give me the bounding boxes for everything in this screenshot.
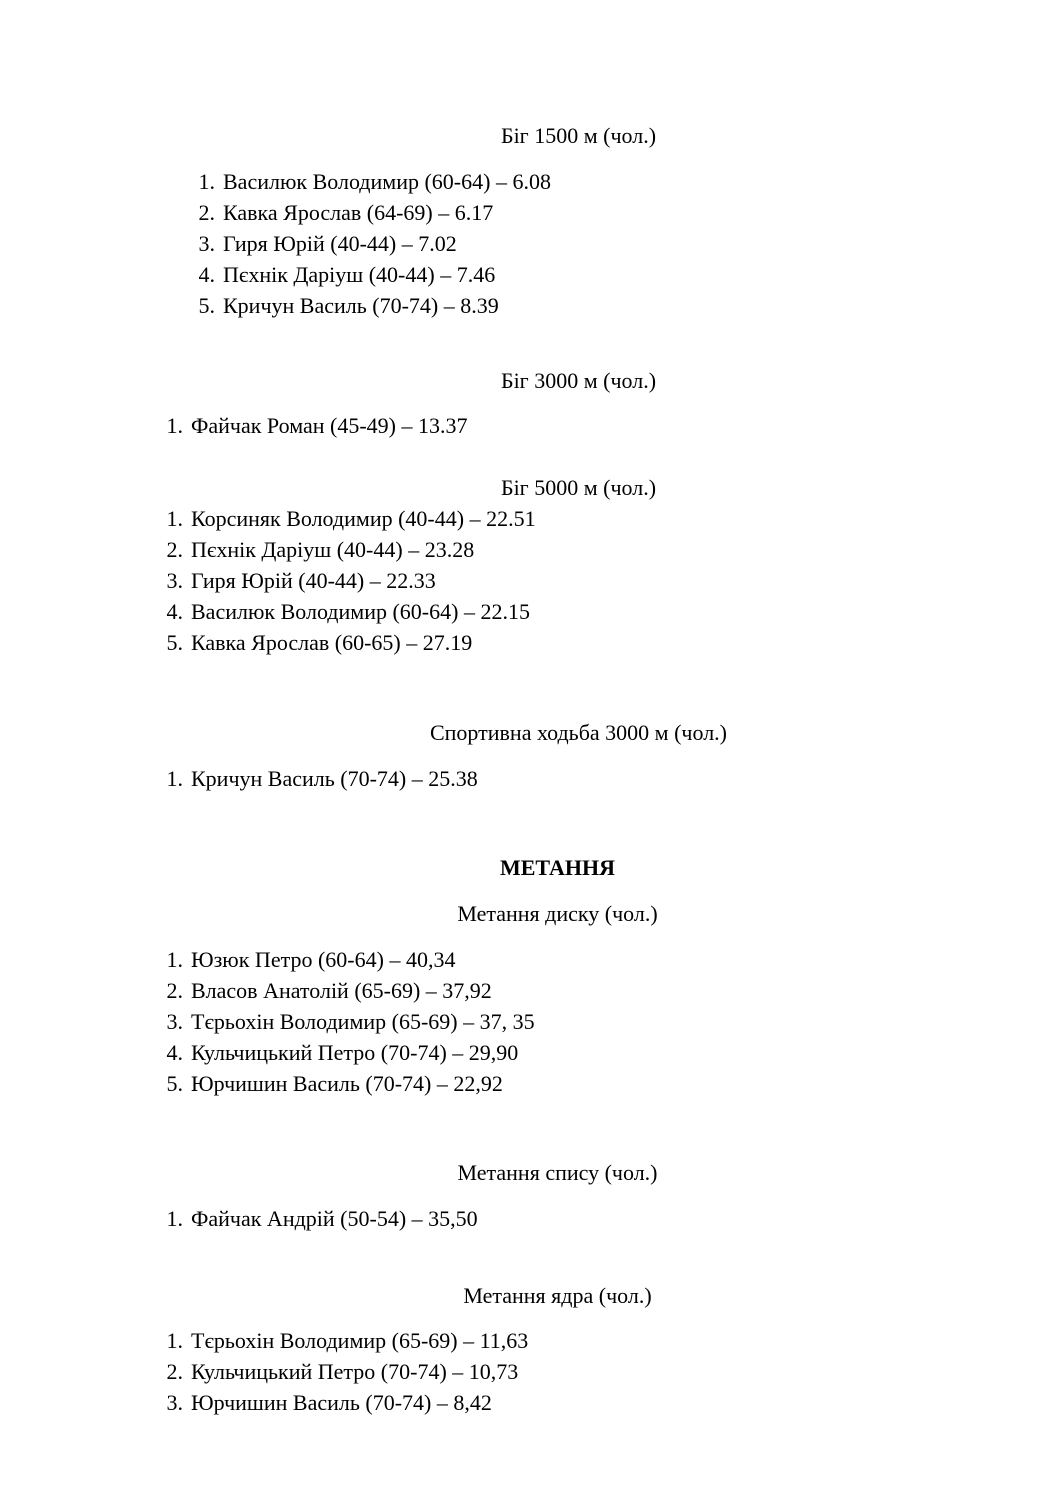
item-text: Файчак Роман (45-49) – 13.37	[191, 413, 468, 438]
item-number: 3.	[166, 1009, 183, 1034]
section-title-throwing: МЕТАННЯ	[499, 855, 616, 880]
list-item	[166, 763, 478, 794]
results-list-run-5000	[166, 503, 536, 658]
item-number: 1.	[166, 413, 183, 438]
item-text: Власов Анатолій (65-69) – 37,92	[191, 978, 492, 1003]
list-item	[166, 1068, 535, 1099]
item-number: 4.	[166, 599, 183, 624]
item-text: Гиря Юрій (40-44) – 7.02	[223, 231, 457, 256]
list-item	[166, 503, 536, 534]
item-text: Тєрьохін Володимир (65-69) – 37, 35	[191, 1009, 535, 1034]
item-number: 3.	[166, 568, 183, 593]
heading-run-1500: Біг 1500 м (чол.)	[500, 123, 657, 148]
heading-javelin: Метання спису (чол.)	[457, 1160, 658, 1185]
list-item	[198, 228, 551, 259]
list-item	[166, 565, 536, 596]
item-number: 5.	[198, 293, 215, 318]
list-item	[166, 1006, 535, 1037]
list-item	[166, 1387, 528, 1418]
list-item	[198, 166, 551, 197]
item-number: 5.	[166, 1071, 183, 1096]
item-text: Юрчишин Василь (70-74) – 8,42	[191, 1390, 492, 1415]
item-number: 3.	[166, 1390, 183, 1415]
item-number: 5.	[166, 630, 183, 655]
item-number: 1.	[198, 169, 215, 194]
item-text: Кульчицький Петро (70-74) – 10,73	[191, 1359, 519, 1384]
item-text: Корсиняк Володимир (40-44) – 22.51	[191, 506, 536, 531]
item-text: Гиря Юрій (40-44) – 22.33	[191, 568, 436, 593]
item-number: 2.	[166, 1359, 183, 1384]
list-item	[198, 197, 551, 228]
item-number: 4.	[166, 1040, 183, 1065]
item-text: Пєхнік Даріуш (40-44) – 7.46	[223, 262, 496, 287]
item-number: 2.	[166, 537, 183, 562]
item-text: Юзюк Петро (60-64) – 40,34	[191, 947, 456, 972]
list-item	[166, 534, 536, 565]
heading-shot-put: Метання ядра (чол.)	[463, 1283, 652, 1308]
item-text: Тєрьохін Володимир (65-69) – 11,63	[191, 1328, 529, 1353]
list-item	[198, 290, 551, 321]
item-text: Василюк Володимир (60-64) – 6.08	[223, 169, 551, 194]
heading-discus: Метання диску (чол.)	[457, 901, 658, 926]
heading-race-walk-3000: Спортивна ходьба 3000 м (чол.)	[429, 720, 727, 745]
item-number: 3.	[198, 231, 215, 256]
heading-run-3000: Біг 3000 м (чол.)	[500, 368, 657, 393]
item-text: Юрчишин Василь (70-74) – 22,92	[191, 1071, 503, 1096]
item-number: 4.	[198, 262, 215, 287]
list-item	[166, 410, 468, 441]
results-list-run-3000	[166, 410, 468, 441]
item-number: 1.	[166, 1206, 183, 1231]
results-list-discus	[166, 944, 535, 1099]
item-text: Файчак Андрій (50-54) – 35,50	[191, 1206, 478, 1231]
heading-run-5000: Біг 5000 м (чол.)	[500, 475, 657, 500]
list-item	[166, 596, 536, 627]
list-item	[166, 1037, 535, 1068]
list-item	[166, 1203, 478, 1234]
item-text: Пєхнік Даріуш (40-44) – 23.28	[191, 537, 475, 562]
list-item	[166, 975, 535, 1006]
results-list-javelin	[166, 1203, 478, 1234]
item-number: 1.	[166, 1328, 183, 1353]
item-text: Кульчицький Петро (70-74) – 29,90	[191, 1040, 519, 1065]
results-list-shot-put	[166, 1325, 529, 1418]
item-text: Василюк Володимир (60-64) – 22.15	[191, 599, 530, 624]
list-item	[166, 1325, 529, 1356]
list-item	[166, 1356, 528, 1387]
item-text: Кавка Ярослав (60-65) – 27.19	[191, 630, 473, 655]
item-number: 1.	[166, 766, 183, 791]
list-item	[166, 627, 536, 658]
list-item	[198, 259, 551, 290]
results-list-run-1500	[198, 166, 551, 321]
item-text: Кричун Василь (70-74) – 8.39	[223, 293, 499, 318]
item-number: 2.	[166, 978, 183, 1003]
item-number: 1.	[166, 947, 183, 972]
results-list-race-walk-3000	[166, 763, 478, 794]
item-number: 2.	[198, 200, 215, 225]
item-text: Кавка Ярослав (64-69) – 6.17	[223, 200, 494, 225]
item-number: 1.	[166, 506, 183, 531]
item-text: Кричун Василь (70-74) – 25.38	[191, 766, 478, 791]
list-item	[166, 944, 535, 975]
